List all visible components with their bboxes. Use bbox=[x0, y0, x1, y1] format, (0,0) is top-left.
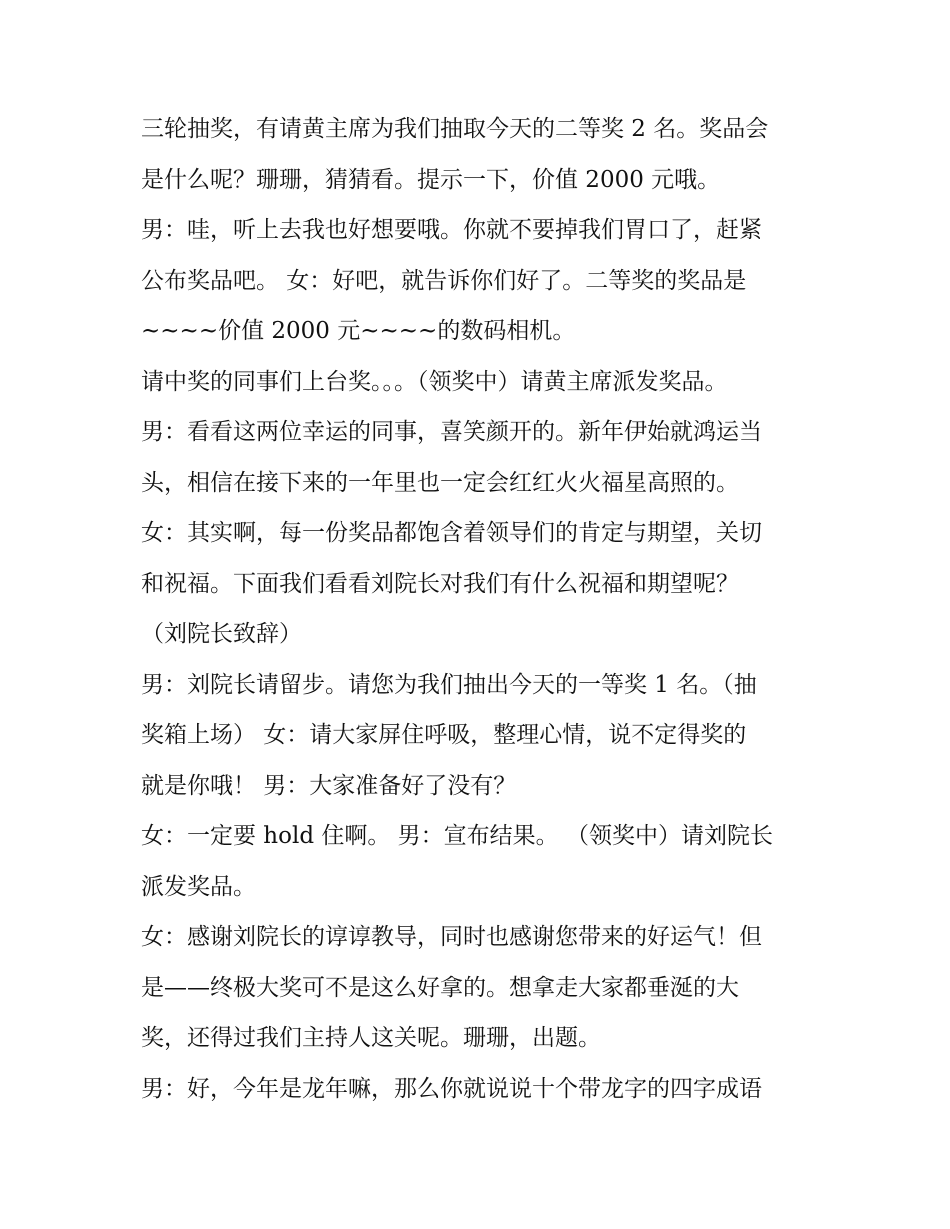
text-line: 男：哇，听上去我也好想要哦。你就不要掉我们胃口了，赶紧 bbox=[141, 217, 762, 243]
text-line: ~~~~价值 2000 元~~~~的数码相机。 bbox=[141, 318, 576, 344]
document-body bbox=[141, 104, 821, 1114]
text-line: 头，相信在接下来的一年里也一定会红红火火福星高照的。 bbox=[141, 469, 739, 496]
text-line: 派发奖品。 bbox=[141, 873, 256, 900]
text-line: （刘院长致辞） bbox=[141, 621, 302, 647]
text-line: 奖箱上场） 女：请大家屏住呼吸，整理心情，说不定得奖的 bbox=[141, 722, 747, 748]
text-line: 男：好，今年是龙年嘛，那么你就说说十个带龙字的四字成语 bbox=[141, 1075, 762, 1102]
text-line: 三轮抽奖，有请黄主席为我们抽取今天的二等奖 2 名。奖品会 bbox=[141, 116, 769, 142]
text-line: 男：刘院长请留步。请您为我们抽出今天的一等奖 1 名。（抽 bbox=[141, 671, 757, 698]
text-line: 是什么呢？珊珊，猜猜看。提示一下，价值 2000 元哦。 bbox=[141, 166, 721, 193]
text-line: 奖，还得过我们主持人这关呢。珊珊，出题。 bbox=[141, 1025, 601, 1051]
text-line: 就是你哦！ 男：大家准备好了没有？ bbox=[141, 772, 517, 799]
text-line: 女：一定要 hold 住啊。 男：宣布结果。 （领奖中）请刘院长 bbox=[141, 823, 773, 849]
text-line: 女：其实啊，每一份奖品都饱含着领导们的肯定与期望，关切 bbox=[141, 520, 762, 546]
text-line: 是——终极大奖可不是这么好拿的。想拿走大家都垂涎的大 bbox=[141, 974, 739, 1001]
text-line: 和祝福。下面我们看看刘院长对我们有什么祝福和期望呢？ bbox=[141, 570, 739, 597]
text-line: 女：感谢刘院长的谆谆教导，同时也感谢您带来的好运气！但 bbox=[141, 924, 762, 950]
text-line: 男：看看这两位幸运的同事，喜笑颜开的。新年伊始就鸿运当 bbox=[141, 419, 762, 445]
text-line: 请中奖的同事们上台奖。。。（领奖中）请黄主席派发奖品。 bbox=[141, 368, 728, 395]
text-line: 公布奖品吧。 女：好吧，就告诉你们好了。二等奖的奖品是 bbox=[141, 267, 747, 294]
